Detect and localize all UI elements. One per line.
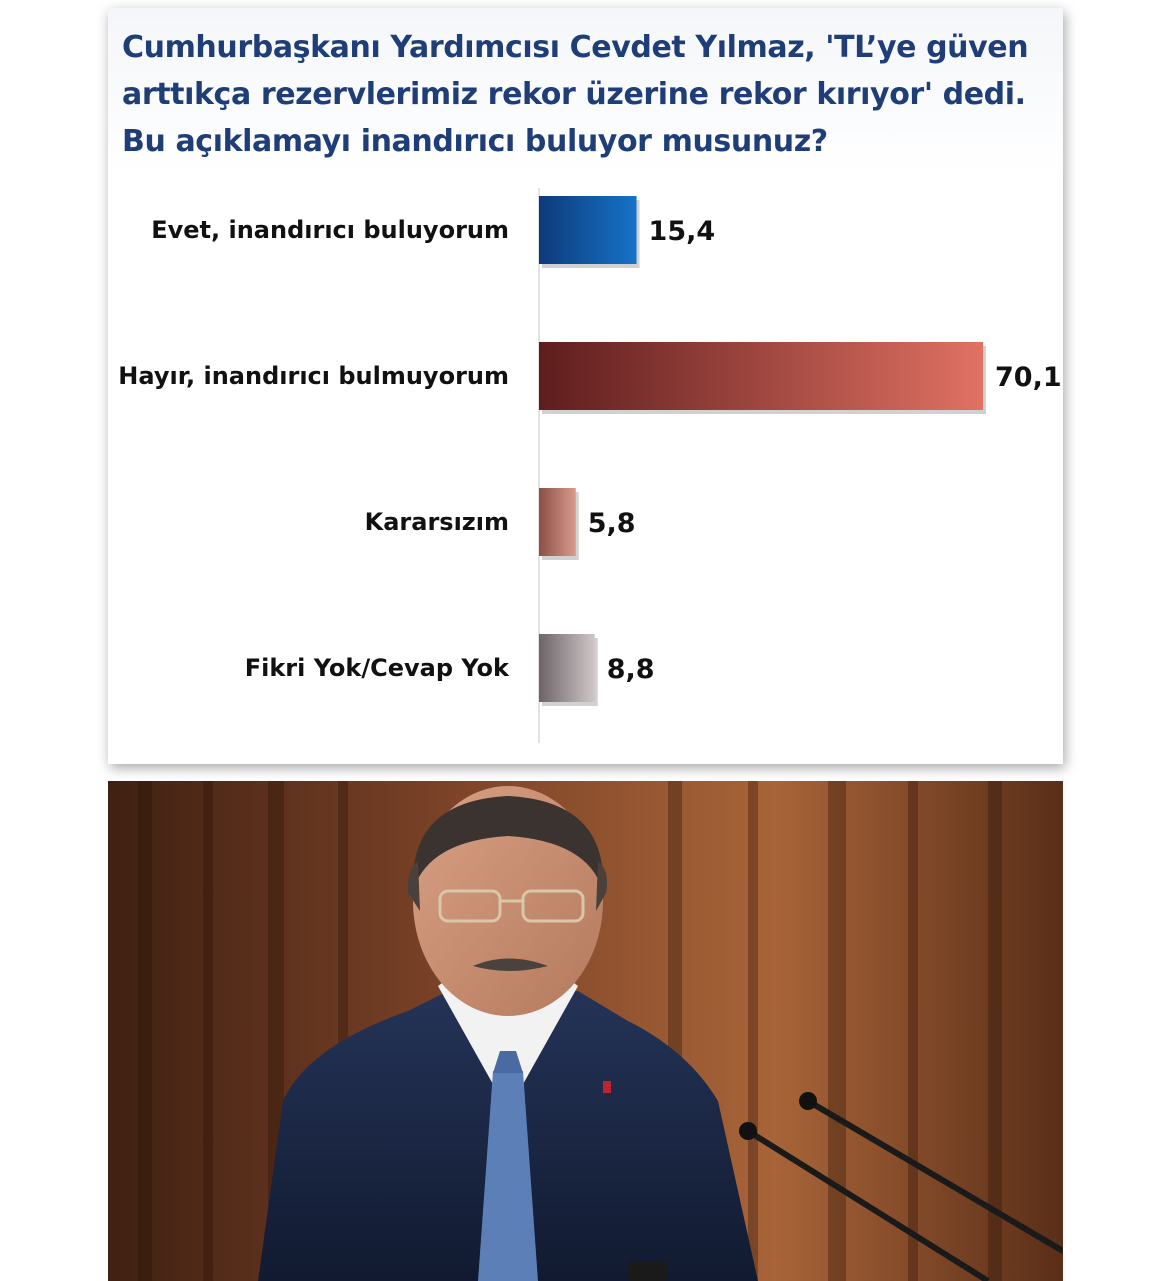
value-label: 70,1 xyxy=(995,362,1062,393)
bar xyxy=(539,488,576,556)
category-label: Kararsızım xyxy=(364,508,509,536)
category-label: Hayır, inandırıcı bulmuyorum xyxy=(118,362,509,390)
bar xyxy=(539,196,637,264)
value-label: 15,4 xyxy=(648,216,716,247)
bar xyxy=(539,634,595,702)
poll-card xyxy=(108,8,1063,764)
bar xyxy=(539,342,983,410)
category-label: Evet, inandırıcı buluyorum xyxy=(151,216,509,244)
chart-title: Cumhurbaşkanı Yardımcısı Cevdet Yılmaz, 'TL’ye güven arttıkça rezervlerimiz rekor üzerine rekor kırıyor' dedi. Bu açıklamayı inandırıcı buluyor musunuz? xyxy=(122,30,1029,159)
category-label: Fikri Yok/Cevap Yok xyxy=(244,654,509,682)
chart-marks xyxy=(118,196,1061,706)
value-label: 8,8 xyxy=(606,654,655,685)
speaker-photo xyxy=(108,781,1063,1281)
bar-chart xyxy=(108,8,1063,764)
value-label: 5,8 xyxy=(587,508,636,539)
speaker-photo-image xyxy=(108,781,1063,1281)
